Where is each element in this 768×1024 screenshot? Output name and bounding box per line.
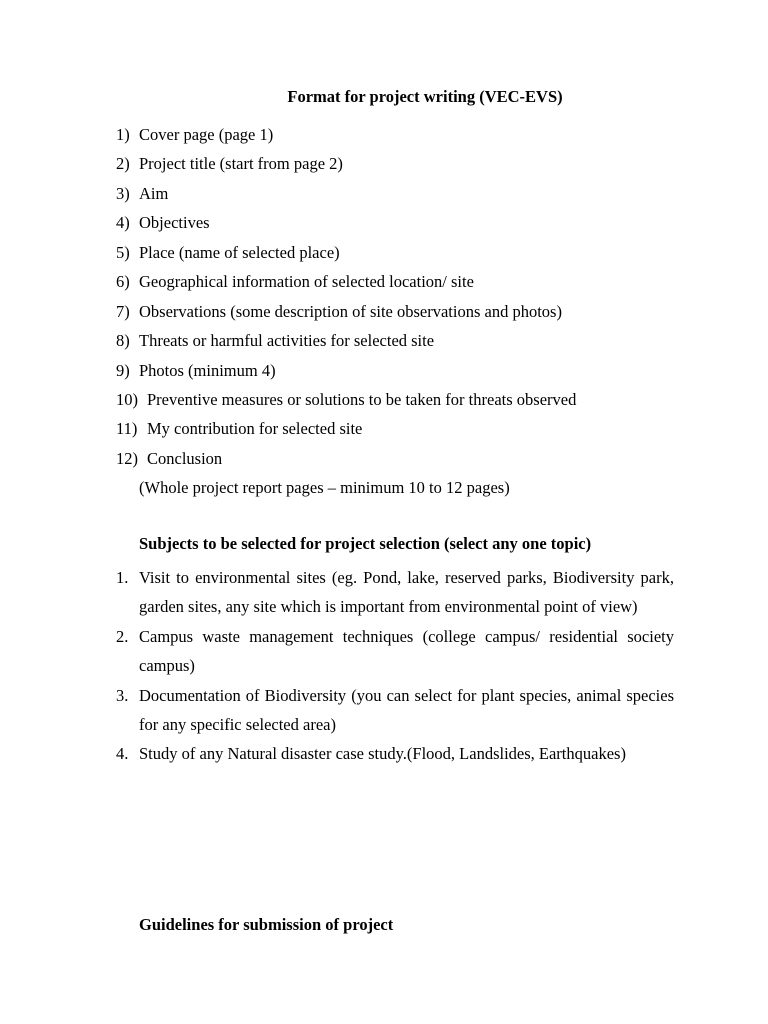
format-item-number: 1) (116, 125, 130, 144)
format-item (116, 243, 676, 272)
format-item-number: 7) (116, 301, 130, 321)
format-item-number: 3) (116, 183, 130, 203)
format-item (116, 331, 676, 360)
format-item (116, 449, 676, 478)
format-item-number: 2) (116, 154, 130, 174)
subject-item-text: Documentation of Biodiversity (you can select for plant species, animal species for any specific selected area) (139, 685, 674, 735)
format-item-number: 4) (116, 213, 130, 233)
format-item-number: 8) (116, 331, 130, 351)
format-list (116, 125, 676, 478)
subject-item (116, 622, 674, 681)
subject-item (116, 681, 674, 740)
subject-item (116, 563, 674, 622)
format-item (116, 272, 676, 301)
format-item (116, 184, 676, 213)
format-item-number: 9) (116, 360, 130, 380)
format-item-text: Objectives (139, 213, 210, 233)
guidelines-heading: Guidelines for submission of project (139, 915, 394, 934)
subject-item-text: Visit to environmental sites (eg. Pond, lake, reserved parks, Biodiversity park, garden sites, any site which is important from environmental point of view) (139, 568, 674, 617)
format-item-text: Project title (start from page 2) (139, 154, 343, 174)
subject-item-number: 1. (116, 568, 129, 587)
format-item-text: Observations (some description of site observations and photos) (139, 301, 562, 321)
subject-item-text: Campus waste management techniques (college campus/ residential society campus) (139, 626, 674, 676)
format-item (116, 213, 676, 242)
subject-item-number: 4. (116, 744, 129, 764)
format-item (116, 419, 676, 448)
document-title: Format for project writing (VEC-EVS) (287, 87, 563, 106)
format-item (116, 390, 676, 419)
format-item-text: Cover page (page 1) (139, 125, 274, 144)
format-item (116, 302, 676, 331)
subject-item-number: 3. (116, 685, 129, 705)
subject-item-text: Study of any Natural disaster case study.(Flood, Landslides, Earthquakes) (139, 744, 626, 764)
subject-item (116, 739, 674, 768)
format-item-text: Place (name of selected place) (139, 242, 340, 262)
format-item-text: My contribution for selected site (147, 419, 363, 439)
subject-item-number: 2. (116, 626, 129, 646)
format-item (116, 154, 676, 183)
format-item-text: Geographical information of selected location/ site (139, 272, 474, 292)
format-item-text: Aim (139, 183, 169, 203)
format-item (116, 361, 676, 390)
format-item-number: 6) (116, 272, 130, 292)
format-item-number: 5) (116, 242, 130, 262)
format-item-text: Threats or harmful activities for selected site (139, 331, 435, 351)
subjects-heading: Subjects to be selected for project selection (select any one topic) (139, 534, 592, 553)
format-item-text: Photos (minimum 4) (139, 360, 276, 380)
format-item-number: 10) (116, 389, 138, 409)
format-item (116, 125, 676, 154)
format-item-number: 11) (116, 419, 138, 439)
format-item-number: 12) (116, 448, 138, 468)
format-item-text: Conclusion (147, 448, 223, 468)
subjects-list (116, 563, 674, 769)
format-item-text: Preventive measures or solutions to be taken for threats observed (147, 389, 577, 409)
pages-note: (Whole project report pages – minimum 10 to 12 pages) (139, 478, 510, 497)
